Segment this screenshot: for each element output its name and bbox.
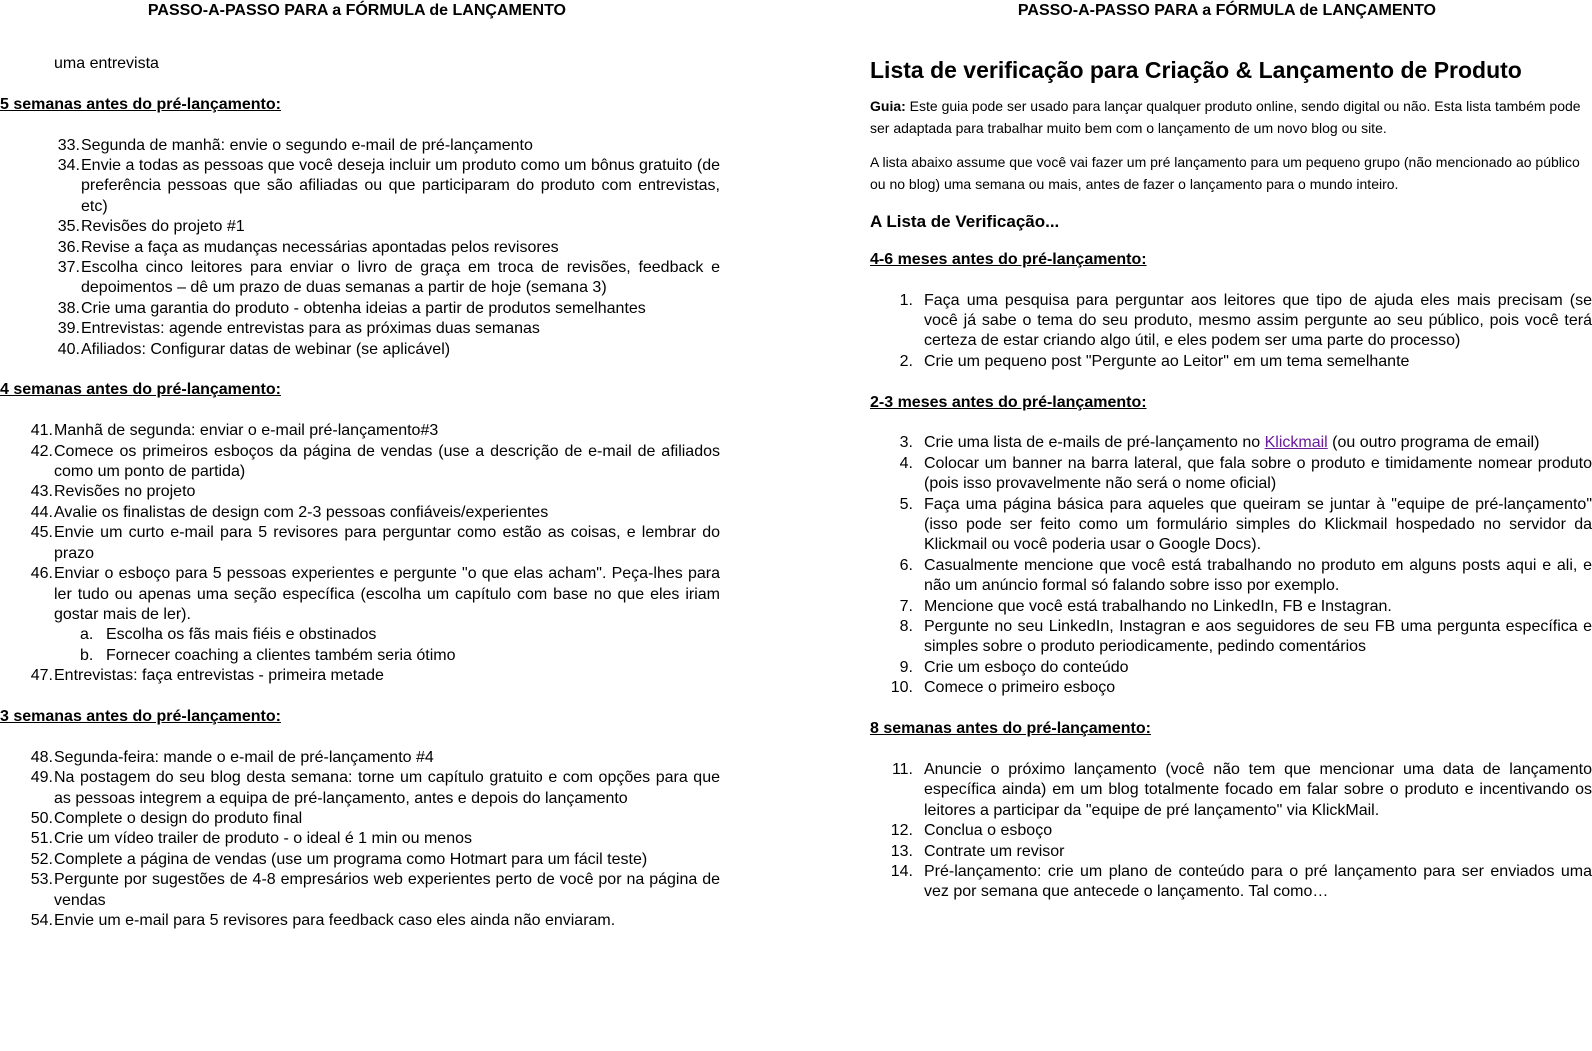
- item-text: Entrevistas: faça entrevistas - primeira metade: [54, 667, 384, 685]
- section-heading: 8 semanas antes do pré-lançamento:: [870, 720, 1151, 738]
- sub-item-letter: a.: [80, 626, 94, 644]
- checklist: [0, 136, 720, 360]
- item-number: 46.: [30, 565, 53, 583]
- item-text: (ou outro programa de email): [1327, 434, 1540, 452]
- list-item: [870, 433, 1592, 453]
- item-text: Revisões do projeto #1: [81, 218, 245, 236]
- item-text: Faça uma página básica para aqueles que queiram se juntar à "equipe de pré-lançamento" (isso pode ser feito como um formulário simples do Klickmail hospedado no servidor da Klickmail ou você poderia usar o Google Docs).: [924, 495, 1592, 554]
- sub-item-letter: b.: [80, 646, 94, 664]
- right-section: [870, 393, 1592, 719]
- list-item: [0, 666, 720, 686]
- item-text: Segunda de manhã: envie o segundo e-mail de pré-lançamento: [81, 136, 533, 154]
- list-item: [0, 217, 720, 237]
- item-number: 50.: [30, 809, 53, 827]
- item-text: Revisões no projeto: [54, 483, 196, 501]
- section-heading: 5 semanas antes do pré-lançamento:: [0, 95, 281, 113]
- item-number: 13.: [890, 842, 913, 860]
- list-item: [870, 842, 1592, 862]
- item-text: Complete a página de vendas (use um programa como Hotmart para um fácil teste): [54, 850, 648, 868]
- item-number: 14.: [890, 862, 913, 880]
- item-number: 5.: [899, 495, 913, 513]
- item-number: 43.: [30, 483, 53, 501]
- item-number: 40.: [57, 340, 80, 358]
- item-number: 42.: [30, 442, 53, 460]
- item-number: 9.: [899, 658, 913, 676]
- right-sections: [870, 250, 1592, 923]
- item-number: 54.: [30, 911, 53, 929]
- item-text: Comece os primeiros esboços da página de vendas (use a descrição de e-mail de afiliados como um ponto de partida): [54, 442, 720, 481]
- checklist: [0, 421, 720, 686]
- guide-label: Guia:: [870, 98, 906, 114]
- item-number: 7.: [899, 597, 913, 615]
- item-number: 49.: [30, 769, 53, 787]
- list-item: [870, 678, 1592, 698]
- section-heading: 2-3 meses antes do pré-lançamento:: [870, 393, 1147, 411]
- item-number: 3.: [899, 434, 913, 452]
- list-item: [0, 442, 720, 483]
- list-item: [0, 421, 720, 441]
- document-title: Lista de verificação para Criação & Lançamento de Produto: [870, 57, 1522, 83]
- item-text: Pergunte no seu LinkedIn, Instagran e aos seguidores de seu FB uma pergunta específica e simples sobre o produto periodicamente, pedindo comentários: [924, 618, 1592, 656]
- item-number: 34.: [57, 157, 80, 174]
- list-item: [0, 238, 720, 258]
- checklist: [870, 433, 1592, 698]
- item-number: 36.: [57, 238, 80, 256]
- section-heading: 4-6 meses antes do pré-lançamento:: [870, 250, 1147, 268]
- list-item: [0, 809, 720, 829]
- item-number: 8.: [899, 618, 913, 636]
- item-text: Na postagem do seu blog desta semana: torne um capítulo gratuito e com opções para que as pessoas integrem a equipa de pré-lançamento, antes e depois do lançamento: [54, 769, 720, 807]
- list-item: [0, 564, 720, 666]
- checklist: [870, 291, 1592, 373]
- running-header: PASSO-A-PASSO PARA a FÓRMULA de LANÇAMENTO: [1017, 2, 1436, 19]
- item-number: 44.: [30, 503, 53, 521]
- item-text: Segunda-feira: mande o e-mail de pré-lançamento #4: [54, 748, 434, 766]
- list-item: [870, 617, 1592, 658]
- list-item: [870, 352, 1592, 372]
- right-section: [870, 719, 1592, 923]
- left-page: [0, 0, 720, 1051]
- item-number: 4.: [899, 454, 913, 472]
- guide-paragraph: [870, 96, 1592, 139]
- left-section: [0, 707, 720, 952]
- list-item: [870, 495, 1592, 556]
- list-item: [0, 829, 720, 849]
- item-number: 10.: [890, 679, 913, 697]
- sub-list-item: [80, 646, 720, 666]
- list-item: [0, 156, 720, 217]
- right-page-content: [870, 56, 1592, 923]
- item-text: Escolha cinco leitores para enviar o livro de graça em troca de revisões, feedback e depoimentos – dê um prazo de duas semanas a partir de hoje (semana 3): [81, 259, 720, 297]
- left-section: [0, 380, 720, 706]
- item-text: Casualmente mencione que você está trabalhando no produto em alguns posts aqui e ali, e não um anúncio formal só falando sobre isso por exemplo.: [924, 556, 1592, 595]
- item-text: Faça uma pesquisa para perguntar aos leitores que tipo de ajuda eles mais precisam (se você já sabe o tema do seu produto, mesmo assim pergunte ao seu público, pois você terá certeza de estar criando algo útil, e eles podem ser uma parte do processo): [924, 291, 1592, 350]
- item-number: 1.: [899, 291, 913, 309]
- list-item: [870, 658, 1592, 678]
- item-number: 38.: [57, 299, 80, 317]
- list-item: [0, 482, 720, 502]
- list-item: [870, 454, 1592, 495]
- checklist: [0, 748, 720, 932]
- list-item: [0, 870, 720, 911]
- item-number: 53.: [30, 871, 53, 889]
- item-text: Crie uma lista de e-mails de pré-lançamento no: [924, 434, 1265, 452]
- item-text: Avalie os finalistas de design com 2-3 pessoas confiáveis/experientes: [54, 503, 549, 521]
- item-text: Afiliados: Configurar datas de webinar (se aplicável): [81, 340, 451, 358]
- item-text: Envie um e-mail para 5 revisores para feedback caso eles ainda não enviaram.: [54, 911, 616, 929]
- item-number: 51.: [30, 830, 53, 848]
- intro-paragraph: A lista abaixo assume que você vai fazer um pré lançamento para um pequeno grupo (não mencionado ao público ou no blog) uma semana ou mais, antes de fazer o lançamento para o mundo inteiro.: [870, 154, 1580, 193]
- list-item: [0, 768, 720, 809]
- sub-list: [80, 625, 720, 666]
- item-text: Crie um vídeo trailer de produto - o ideal é 1 min ou menos: [54, 830, 472, 848]
- item-number: 12.: [890, 822, 913, 840]
- list-item: [0, 299, 720, 319]
- item-text: Anuncie o próximo lançamento (você não tem que mencionar uma data de lançamento específica ainda) em um blog totalmente focado em falar sobre o produto e incentivando os leitores a participar da "equipe de pré lançamento" via KlickMail.: [924, 760, 1592, 819]
- item-number: 35.: [57, 218, 80, 236]
- right-section: [870, 250, 1592, 393]
- list-item: [0, 340, 720, 360]
- list-item: [870, 862, 1592, 903]
- item-text: Pergunte por sugestões de 4-8 empresários web experientes perto de você por na página de vendas: [54, 871, 720, 909]
- list-item: [0, 136, 720, 156]
- list-item: [870, 821, 1592, 841]
- item-text: Pré-lançamento: crie um plano de conteúdo para o pré lançamento para ser enviados uma vez por semana que antecede o lançamento. Tal como…: [924, 862, 1592, 901]
- list-item: [0, 503, 720, 523]
- list-item: [870, 556, 1592, 597]
- left-sections: [0, 74, 720, 951]
- item-text: Contrate um revisor: [924, 842, 1065, 860]
- item-text: Envie um curto e-mail para 5 revisores para perguntar como estão as coisas, e lembrar do prazo: [54, 524, 720, 562]
- item-number: 33.: [57, 136, 80, 154]
- item-text: Enviar o esboço para 5 pessoas experientes e pergunte "o que elas acham". Peça-lhes para ler tudo ou apenas uma seção específica (escolha um capítulo com base no que eles iriam gostar mais de ler).: [54, 565, 720, 623]
- item-number: 6.: [899, 556, 913, 574]
- list-item: [870, 291, 1592, 352]
- list-item: [0, 523, 720, 564]
- section-heading: 3 semanas antes do pré-lançamento:: [0, 707, 281, 725]
- list-item: [870, 597, 1592, 617]
- item-text: Crie uma garantia do produto - obtenha ideias a partir de produtos semelhantes: [81, 299, 646, 317]
- item-number: 41.: [30, 422, 53, 440]
- list-item: [0, 748, 720, 768]
- item-text: Revise a faça as mudanças necessárias apontadas pelos revisores: [81, 238, 559, 256]
- klickmail-link[interactable]: Klickmail: [1264, 434, 1328, 452]
- list-item: [0, 258, 720, 299]
- item-number: 45.: [30, 524, 53, 542]
- item-number: 2.: [899, 352, 913, 370]
- item-text: Envie a todas as pessoas que você deseja incluir um produto como um bônus gratuito (de preferência pessoas que são afiliadas ou que participaram do produto com entrevistas, etc): [81, 157, 720, 215]
- right-page: [870, 0, 1592, 1051]
- checklist-subtitle: A Lista de Verificação...: [870, 211, 1060, 231]
- checklist: [870, 760, 1592, 903]
- item-text: Crie um pequeno post "Pergunte ao Leitor" em um tema semelhante: [924, 352, 1410, 370]
- item-text: Mencione que você está trabalhando no LinkedIn, FB e Instagran.: [924, 597, 1392, 615]
- item-text: Conclua o esboço: [924, 822, 1053, 840]
- list-item: [0, 911, 720, 931]
- continued-text: uma entrevista: [54, 55, 159, 72]
- sub-item-text: Escolha os fãs mais fiéis e obstinados: [106, 626, 377, 644]
- item-number: 48.: [30, 748, 53, 766]
- item-text: Manhã de segunda: enviar o e-mail pré-lançamento#3: [54, 422, 439, 440]
- sub-list-item: [80, 625, 720, 645]
- item-number: 52.: [30, 850, 53, 868]
- item-text: Colocar um banner na barra lateral, que fala sobre o produto e timidamente nomear produto (pois isso provavelmente não será o nome oficial): [924, 454, 1592, 493]
- item-number: 11.: [891, 760, 913, 778]
- list-item: [0, 319, 720, 339]
- section-heading: 4 semanas antes do pré-lançamento:: [0, 381, 281, 399]
- left-page-content: [0, 54, 720, 952]
- item-text: Complete o design do produto final: [54, 809, 303, 827]
- item-number: 37.: [57, 259, 80, 277]
- sub-item-text: Fornecer coaching a clientes também seria ótimo: [106, 646, 456, 664]
- list-item: [870, 760, 1592, 821]
- running-header: PASSO-A-PASSO PARA a FÓRMULA de LANÇAMENTO: [147, 2, 566, 19]
- item-number: 39.: [57, 320, 80, 338]
- item-text: Crie um esboço do conteúdo: [924, 658, 1129, 676]
- list-item: [0, 850, 720, 870]
- item-number: 47.: [30, 667, 53, 685]
- item-text: Entrevistas: agende entrevistas para as próximas duas semanas: [81, 320, 540, 338]
- guide-text: Este guia pode ser usado para lançar qualquer produto online, sendo digital ou não. Esta lista também pode ser adaptada para trabalhar muito bem com o lançamento de um novo blog ou site.: [870, 98, 1581, 136]
- item-text: Comece o primeiro esboço: [924, 679, 1116, 697]
- left-section: [0, 95, 720, 381]
